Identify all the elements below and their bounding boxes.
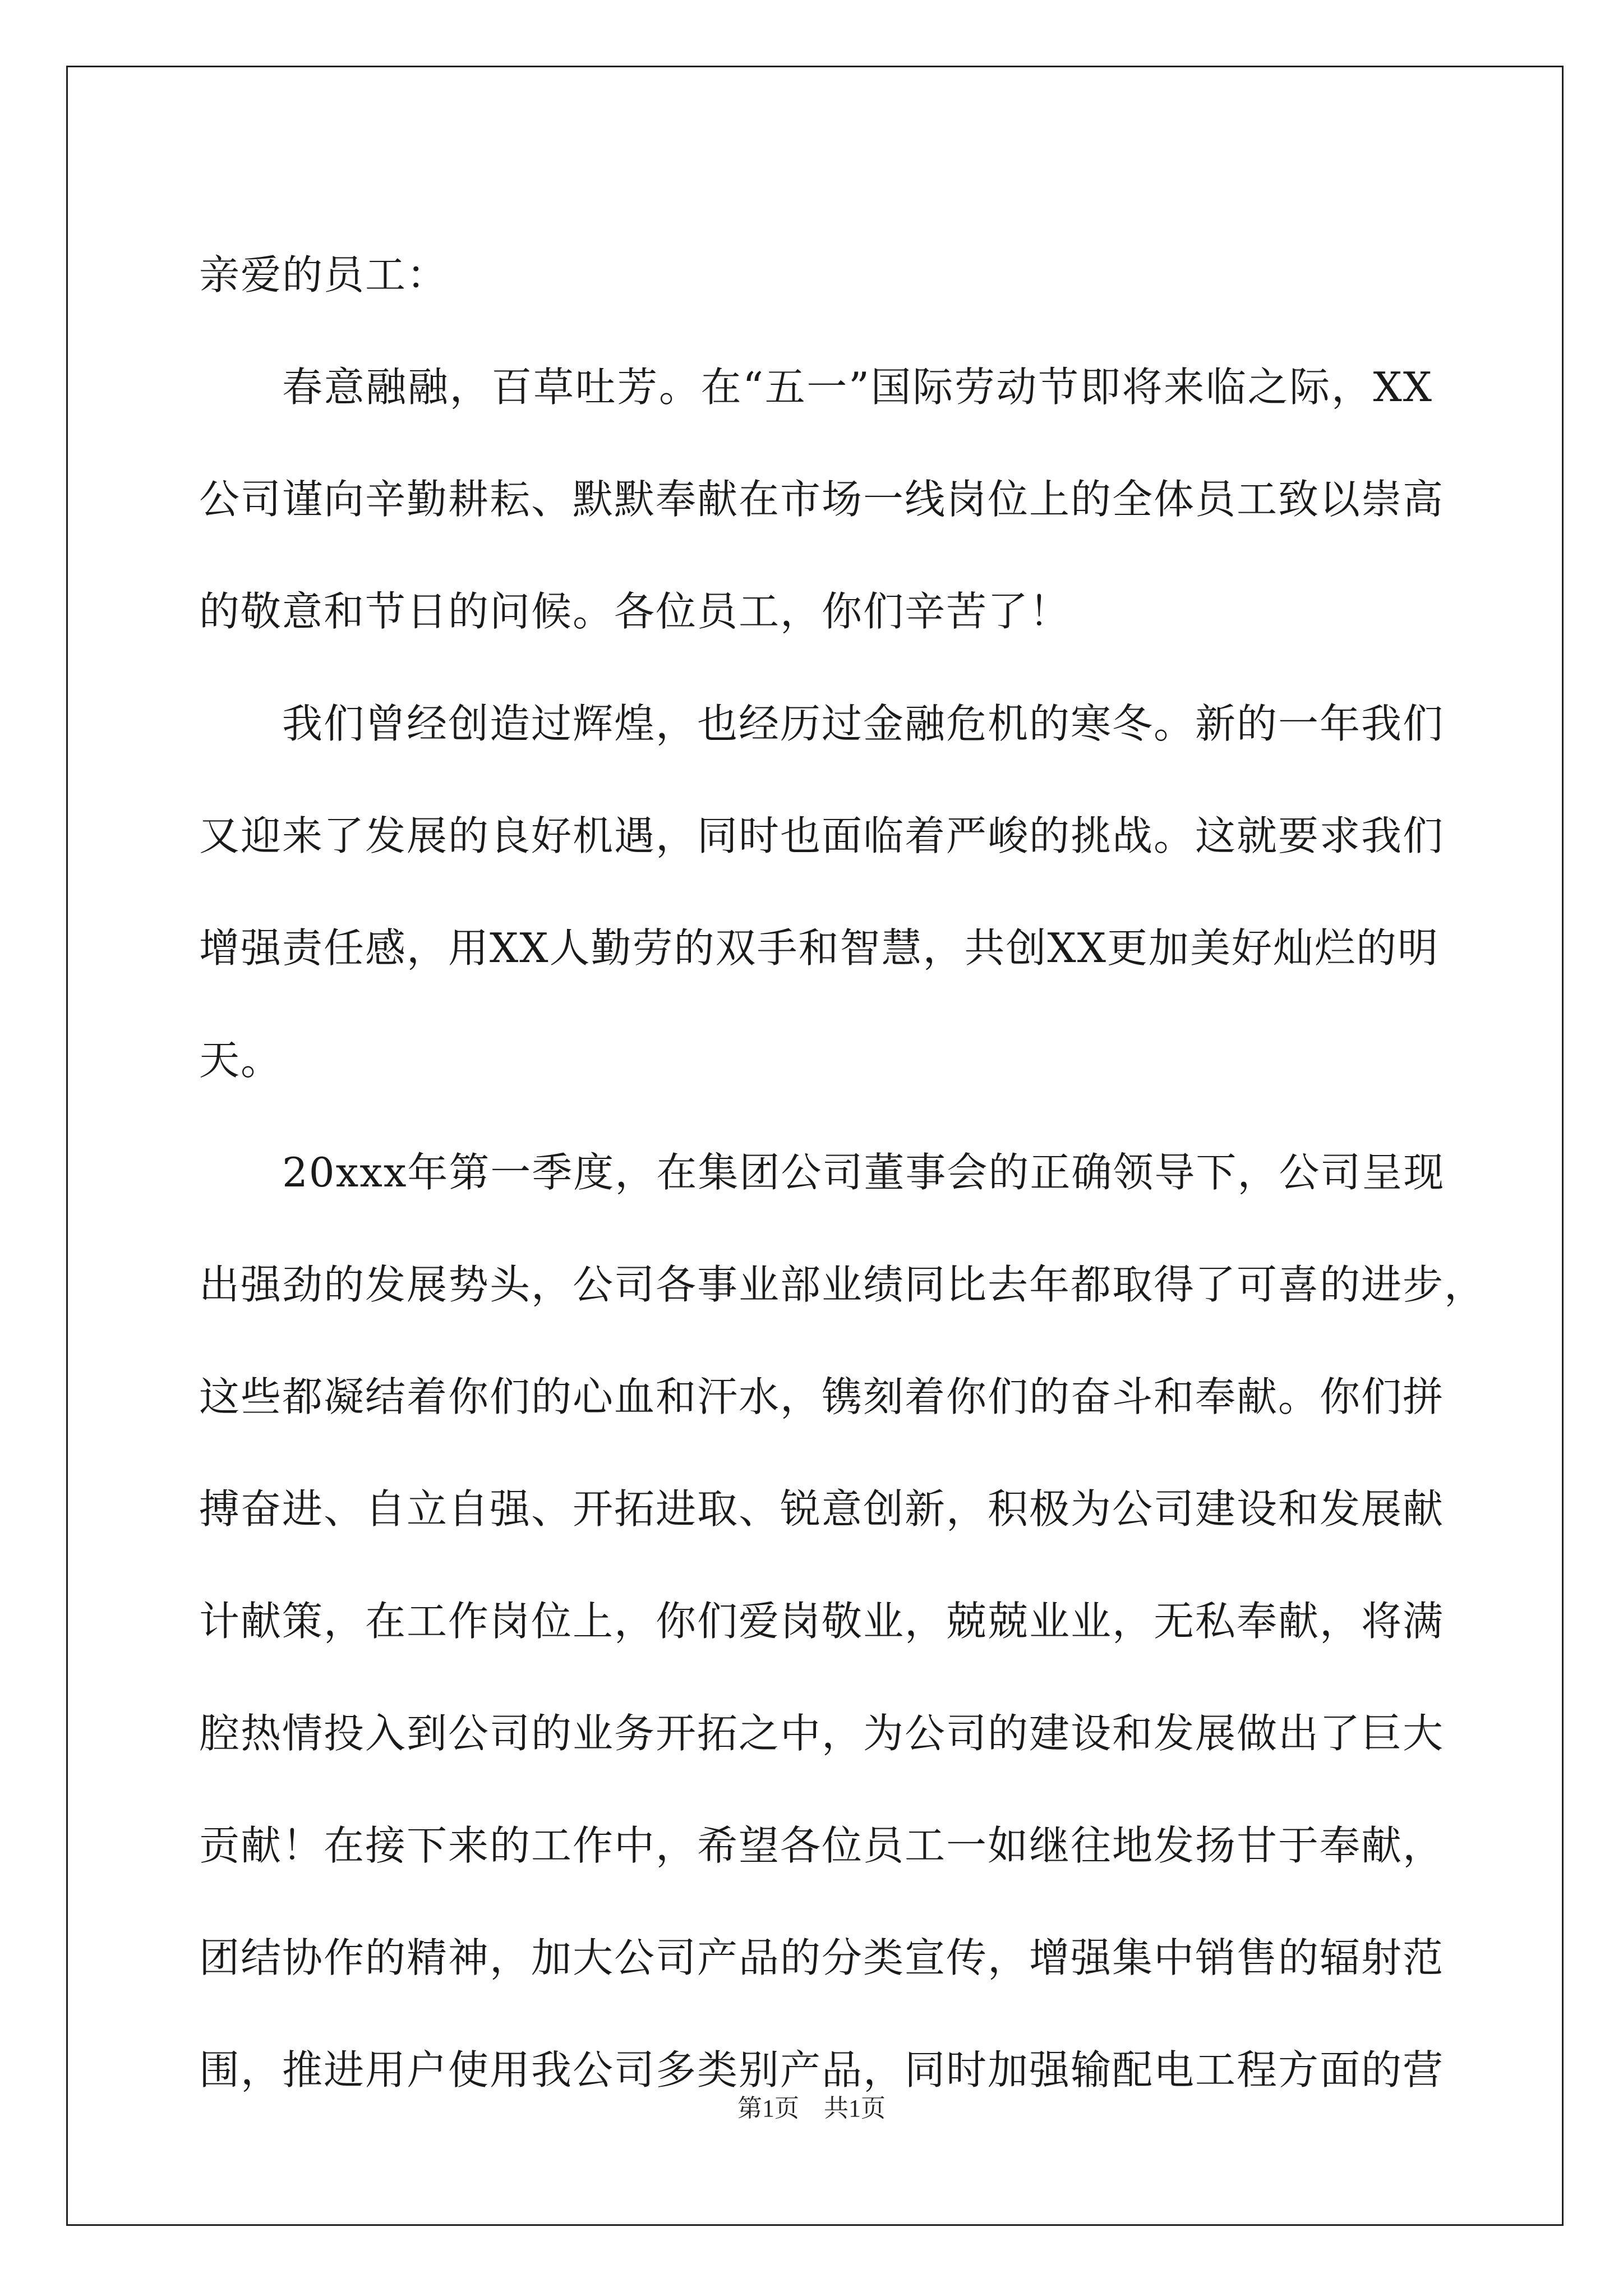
paragraph-3 bbox=[199, 1116, 1486, 2126]
paragraph-line: 公司谨向辛勤耕耘、默默奉献在市场一线岗位上的全体员工致以崇高 bbox=[199, 476, 1445, 523]
page-footer: 第1页 共1页 bbox=[737, 2095, 886, 2122]
paragraph-line: 搏奋进、自立自强、开拓进取、锐意创新，积极为公司建设和发展献 bbox=[199, 1485, 1445, 1533]
paragraph-line: 这些都凝结着你们的心血和汗水，镌刻着你们的奋斗和奉献。你们拼 bbox=[199, 1373, 1445, 1420]
paragraph-line: 天。 bbox=[199, 1037, 283, 1084]
paragraph-2 bbox=[199, 668, 1445, 1116]
paragraph-line: 春意融融，百草吐芳。在“五一”国际劳动节即将来临之际，XX bbox=[282, 364, 1433, 411]
paragraph-line: 又迎来了发展的良好机遇，同时也面临着严峻的挑战。这就要求我们 bbox=[199, 812, 1445, 859]
paragraph-1 bbox=[199, 331, 1445, 668]
paragraph-line: 贡献！在接下来的工作中，希望各位员工一如继往地发扬甘于奉献， bbox=[199, 1822, 1445, 1869]
salutation: 亲爱的员工： bbox=[199, 251, 449, 298]
paragraph-line: 围，推进用户使用我公司多类别产品，同时加强输配电工程方面的营 bbox=[199, 2046, 1445, 2093]
paragraph-line: 增强责任感，用XX人勤劳的双手和智慧，共创XX更加美好灿烂的明 bbox=[199, 924, 1440, 972]
paragraph-line: 我们曾经创造过辉煌，也经历过金融危机的寒冬。新的一年我们 bbox=[282, 700, 1445, 747]
paragraph-line: 腔热情投入到公司的业务开拓之中，为公司的建设和发展做出了巨大 bbox=[199, 1710, 1445, 1757]
paragraph-line: 计献策，在工作岗位上，你们爱岗敬业，兢兢业业，无私奉献，将满 bbox=[199, 1598, 1445, 1645]
paragraph-line: 出强劲的发展势头，公司各事业部业绩同比去年都取得了可喜的进步， bbox=[199, 1261, 1486, 1308]
paragraph-line: 的敬意和节日的问候。各位员工，你们辛苦了！ bbox=[199, 588, 1071, 635]
paragraph-line: 20xxx年第一季度，在集团公司董事会的正确领导下，公司呈现 bbox=[282, 1149, 1445, 1196]
letter-body bbox=[199, 213, 1486, 2126]
paragraph-line: 团结协作的精神，加大公司产品的分类宣传，增强集中销售的辐射范 bbox=[199, 1934, 1445, 1981]
